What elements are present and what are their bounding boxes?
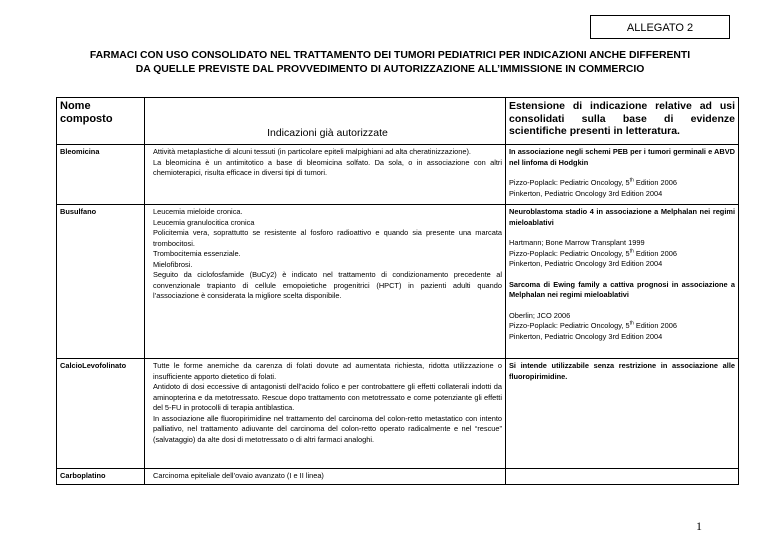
header-indicazioni: Indicazioni già autorizzate — [145, 98, 506, 145]
drug-name: CalcioLevofolinato — [57, 359, 145, 469]
drug-name: Carboplatino — [57, 469, 145, 485]
title-line-2: DA QUELLE PREVISTE DAL PROVVEDIMENTO DI AUTORIZZAZIONE ALL’IMMISSIONE IN COMMERCIO — [135, 64, 645, 75]
indication-text: La bleomicina è un antimitotico a base di bleomicina solfato. Da sola, o in associazione con altri chemioterapici, risulta efficace in diversi tipi di tumori. — [153, 157, 502, 177]
page-number: 1 — [696, 519, 702, 533]
reference: Pizzo-Poplack: Pediatric Oncology, 5th Edition 2006 — [509, 177, 677, 187]
indication-text: Carcinoma epiteliale dell’ovaio avanzato (I e II linea) — [153, 471, 324, 480]
extension-cell — [506, 205, 739, 359]
indication-text: Attività metaplastiche di alcuni tessuti (in particolare epiteli malpighiani ad alta cheratinizzazione). — [153, 147, 471, 156]
title-line-1: FARMACI CON USO CONSOLIDATO NEL TRATTAMENTO DEI TUMORI PEDIATRICI PER INDICAZIONI ANCHE DIFFERENTI — [89, 50, 691, 61]
extension-text: Sarcoma di Ewing family a cattiva prognosi in associazione a Melphalan nei regimi mieloablativi — [509, 279, 735, 299]
table-row — [57, 359, 739, 469]
indication-text: Mielofibrosi. — [153, 259, 193, 269]
reference: Pizzo-Poplack: Pediatric Oncology, 5th Edition 2006 — [509, 320, 677, 330]
indications-cell — [145, 359, 506, 469]
reference: Hartmann; Bone Marrow Transplant 1999 — [509, 238, 645, 247]
extension-text: Si intende utilizzabile senza restrizione in associazione alle fluoropirimidine. — [509, 361, 735, 381]
drug-name: Bleomicina — [57, 145, 145, 205]
extension-text: Neuroblastoma stadio 4 in associazione a Melphalan nei regimi mieloablativi — [509, 207, 735, 227]
extension-cell — [506, 469, 739, 485]
indications-cell — [145, 469, 506, 485]
indication-text: Policitemia vera, soprattutto se resistente al fosforo radioattivo e quando sia presente una marcata trombocitosi. — [153, 228, 502, 248]
header-estensione: Estensione di indicazione relative ad usi consolidati sulla base di evidenze scientifiche presenti in letteratura. — [506, 98, 739, 145]
header-nome-composto: Nome composto — [57, 98, 145, 145]
indications-cell — [145, 205, 506, 359]
table-header-row — [57, 98, 739, 145]
extension-cell — [506, 359, 739, 469]
table-row — [57, 145, 739, 205]
indications-cell — [145, 145, 506, 205]
reference: Pinkerton, Pediatric Oncology 3rd Edition 2004 — [509, 331, 663, 341]
table-row — [57, 205, 739, 359]
reference: Oberlin; JCO 2006 — [509, 310, 571, 320]
reference: Pinkerton, Pediatric Oncology 3rd Edition 2004 — [509, 188, 663, 198]
indication-text: Trombocitemia essenziale. — [153, 249, 241, 258]
allegato-label: ALLEGATO 2 — [590, 15, 730, 39]
indication-text: Antidoto di dosi eccessive di antagonisti dell’acido folico e per controbattere gli effetti collaterali indotti da aminopterina e da metotressato. Rescue dopo trattamento con metotressato e come potenziante gli effetti del 5-FU in protocolli di terapia antiblastica. — [153, 382, 502, 412]
reference: Pinkerton, Pediatric Oncology 3rd Edition 2004 — [509, 259, 663, 268]
indication-text: Leucemia granulocitica cronica — [153, 217, 255, 227]
indication-text: Seguito da ciclofosfamide (BuCy2) è indicato nel trattamento di condizionamento precedente al convenzionale trapianto di cellule emopoietiche progenitrici (HPCT) in pazienti adulti quando l’associazione è considerata la migliore scelta disponibile. — [153, 270, 502, 300]
indication-text: In associazione alle fluoropirimidine nel trattamento del carcinoma del colon-retto metastatico con intento palliativo, nel trattamento adiuvante del carcinoma del colon-retto operato radicalmente e nel “rescue” (salvataggio) da alte dosi di metotressato o di altri farmaci analoghi. — [153, 413, 502, 444]
drug-name: Busulfano — [57, 205, 145, 359]
indication-text: Leucemia mieloide cronica. — [153, 207, 243, 216]
extension-text: In associazione negli schemi PEB per i tumori germinali e ABVD nel linfoma di Hodgkin — [509, 147, 735, 167]
document-title — [40, 49, 740, 77]
extension-cell — [506, 145, 739, 205]
drugs-table — [56, 97, 739, 485]
indication-text: Tutte le forme anemiche da carenza di folati dovute ad aumentata richiesta, ridotta utilizzazione o insufficiente apporto dietetico di folati. — [153, 361, 502, 381]
table-row — [57, 469, 739, 485]
reference: Pizzo-Poplack: Pediatric Oncology, 5th Edition 2006 — [509, 248, 677, 258]
